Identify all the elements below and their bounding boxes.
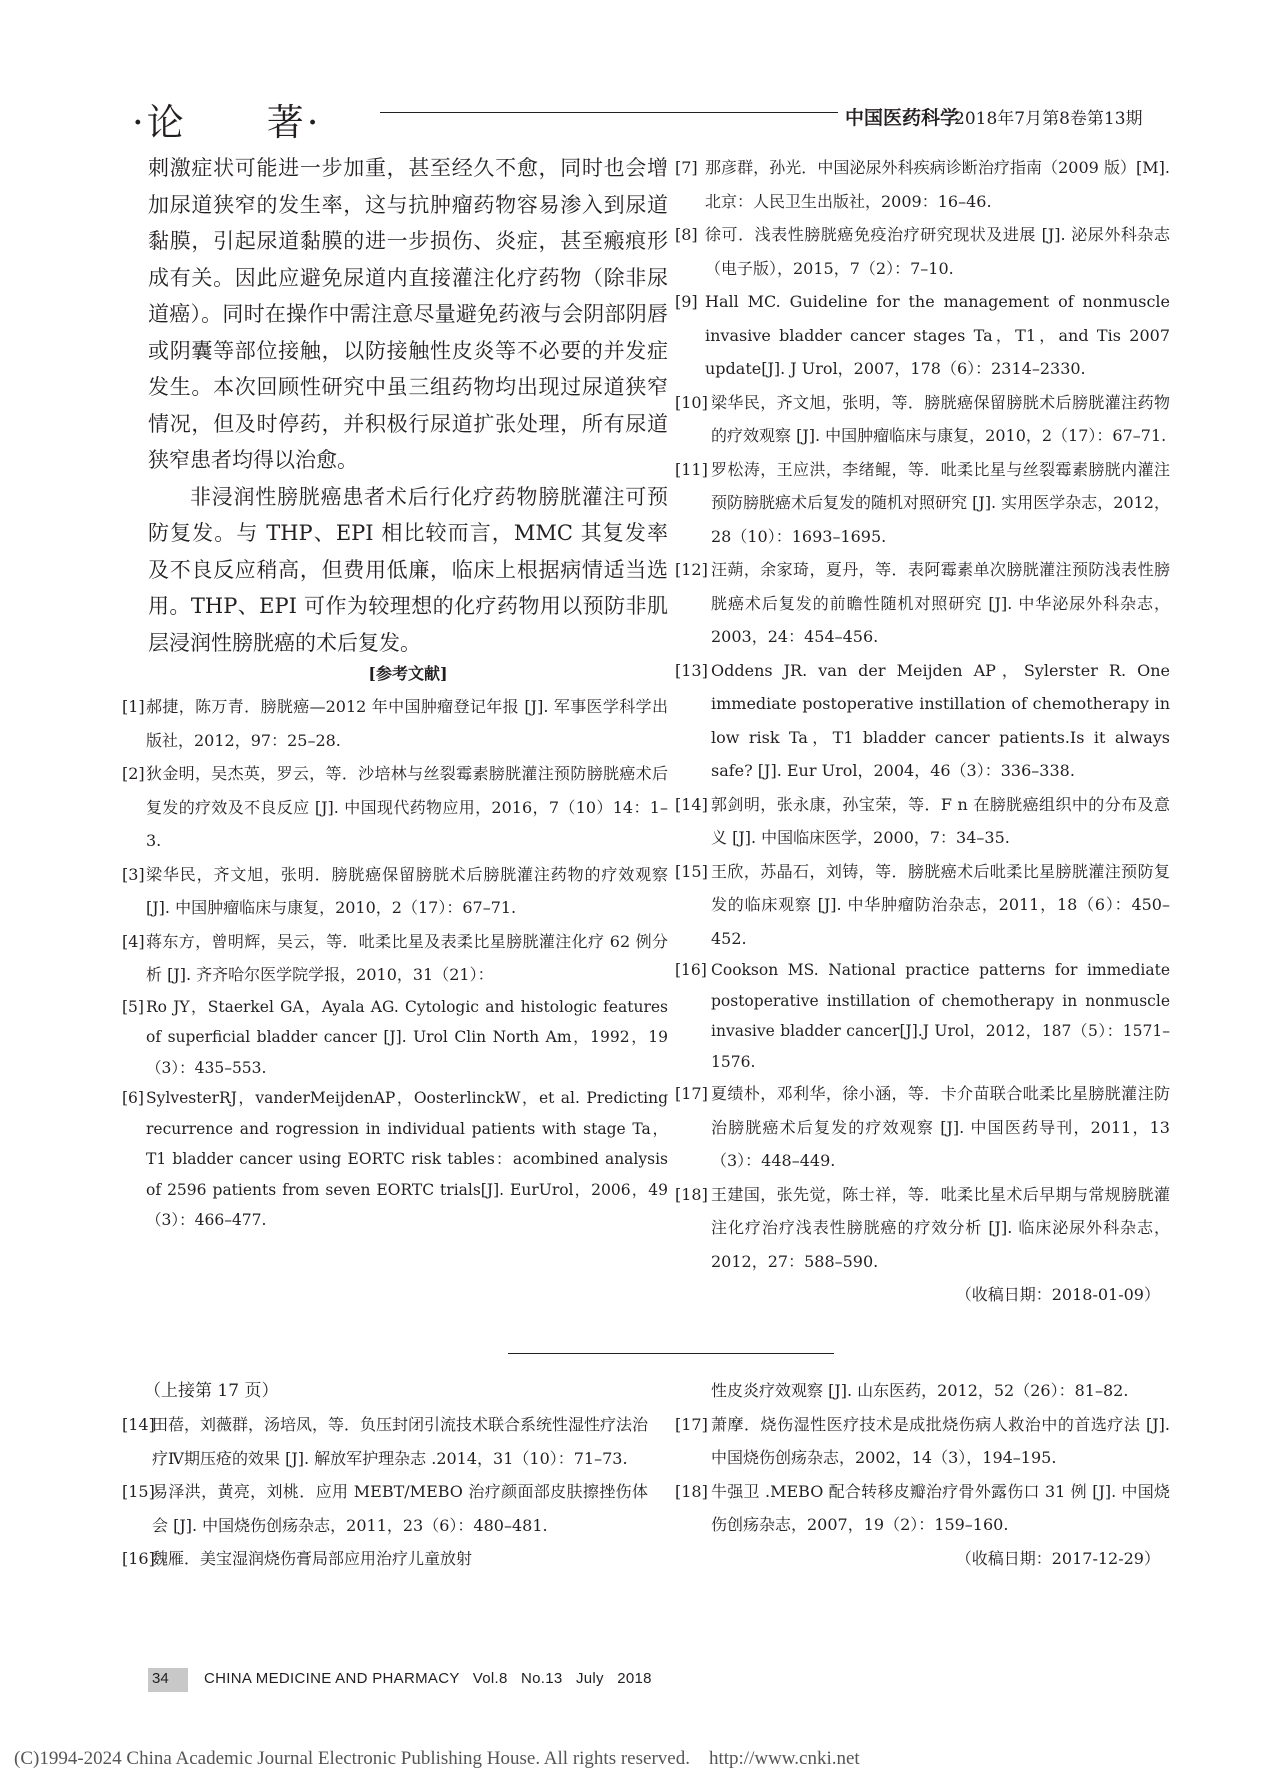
reference-number: [16] [122,1549,155,1568]
reference-item [122,1542,648,1576]
reference-text: Hall MC. Guideline for the management of nonmuscle invasive bladder cancer stages Ta，T1，and Tis 2007 update[J]. J Urol，2007，178（6）：2314–2330. [705,292,1170,378]
header-rule [380,112,838,113]
reference-number: [3] [122,864,145,884]
journal-name: 中国医药科学 [845,107,960,129]
reference-number: [17] [675,1084,708,1103]
reference-number: [6] [122,1089,144,1107]
reference-item [675,654,1170,788]
reference-text: Ro JY，Staerkel GA，Ayala AG. Cytologic and histologic features of superficial bladder cancer [J]. Urol Clin North Am，1992，19（3）：435–553. [146,997,668,1077]
right-column [675,151,1170,1311]
reference-text: 易泽洪，黄亮，刘桃．应用 MEBT/MEBO 治疗颜面部皮肤擦挫伤体会 [J]. 中国烧伤创疡杂志，2011，23（6）：480–481. [152,1482,648,1535]
reference-text: 梁华民，齐文旭，张明．膀胱癌保留膀胱术后膀胱灌注药物的疗效观察 [J]. 中国肿瘤临床与康复，2010，2（17）：67–71. [146,864,668,917]
section-title: ·论 著· [132,101,322,144]
reference-number: [14] [675,794,708,814]
reference-item [122,690,668,757]
reference-item [122,1475,648,1542]
reference-text: SylvesterRJ，vanderMeijdenAP，OosterlinckW，et al. Predicting recurrence and rogression in individual patients with stage Ta，T1 bladder cancer using EORTC risk tables：acombined analysis of 2596 patients from seven EORTC trials[J]. EurUrol，2006，49（3）：466–477. [146,1089,668,1229]
reference-item [122,1083,668,1236]
reference-number: [2] [122,764,145,783]
reference-item [675,453,1170,554]
reference-text: 牛强卫 .MEBO 配合转移皮瓣治疗骨外露伤口 31 例 [J]. 中国烧伤创疡杂志，2007，19（2）：159–160. [711,1481,1170,1534]
reference-number: [11] [675,459,708,479]
reference-number: [18] [675,1184,708,1204]
reference-item [675,218,1170,285]
received-date: （收稿日期：2017-12-29） [955,1548,1160,1568]
continued-right-column [675,1374,1170,1575]
reference-item [675,151,1170,218]
reference-number: [14] [122,1415,155,1434]
reference-text: 梁华民，齐文旭，张明，等．膀胱癌保留膀胱术后膀胱灌注药物的疗效观察 [J]. 中国肿瘤临床与康复，2010，2（17）：67–71. [711,392,1170,445]
reference-number: [9] [675,292,698,311]
received-date: （收稿日期：2018-01-09） [955,1285,1160,1304]
reference-number: [18] [675,1481,708,1501]
reference-text: 汪蒴，余家琦，夏丹，等．表阿霉素单次膀胱灌注预防浅表性膀胱癌术后复发的前瞻性随机对照研究 [J]. 中华泌尿外科杂志，2003，24：454–456. [711,560,1170,646]
reference-number: [8] [675,225,698,244]
reference-item-continuation [675,1374,1170,1408]
reference-number: [7] [675,158,698,177]
issue-info: 2018年7月第8卷第13期 [954,109,1143,129]
copyright-notice: (C)1994-2024 China Academic Journal Electronic Publishing House. All rights reserved. http://www.cnki.net [14,1748,860,1769]
reference-number: [13] [675,660,708,680]
reference-text: 蒋东方，曾明辉，吴云，等．吡柔比星及表柔比星膀胱灌注化疗 62 例分析 [J]. 齐齐哈尔医学院学报，2010，31（21）： [146,931,668,984]
reference-number: [1] [122,697,145,716]
reference-text: Cookson MS. National practice patterns for immediate postoperative instillation of chemotherapy in nonmuscle invasive bladder cancer[J].J Urol，2012，187（5）：1571–1576. [711,961,1170,1071]
reference-item [675,285,1170,386]
reference-number: [5] [122,997,144,1016]
reference-item [675,1475,1170,1542]
footer-journal-info: CHINA MEDICINE AND PHARMACY Vol.8 No.13 July 2018 [204,1670,652,1687]
left-column [122,150,668,1236]
reference-item [675,1077,1170,1178]
reference-text: 夏绩朴，邓利华，徐小涵，等．卡介苗联合吡柔比星膀胱灌注防治膀胱癌术后复发的疗效观察 [J]. 中国医药导刊，2011，13（3）：448–449. [711,1084,1170,1170]
reference-text: 魏雁．美宝湿润烧伤膏局部应用治疗儿童放射 [152,1549,473,1568]
reference-text: 田蓓，刘薇群，汤培凤，等．负压封闭引流技术联合系统性湿性疗法治疗Ⅳ期压疮的效果 [J]. 解放军护理杂志 .2014，31（10）：71–73. [152,1415,649,1468]
reference-item [675,386,1170,453]
section-divider [508,1353,834,1354]
reference-number: [16] [675,961,707,979]
reference-number: [10] [675,392,708,412]
reference-number: [17] [675,1414,708,1434]
reference-item [122,1408,648,1475]
reference-number: [15] [122,1482,155,1501]
reference-item [122,858,668,925]
reference-text: 那彦群，孙光．中国泌尿外科疾病诊断治疗指南（2009 版）[M]. 北京：人民卫生出版社，2009：16–46. [705,158,1170,211]
body-paragraph-2: 非浸润性膀胱癌患者术后行化疗药物膀胱灌注可预防复发。与 THP、EPI 相比较而言，MMC 其复发率及不良反应稍高，但费用低廉，临床上根据病情适当选用。THP、EPI 可作为较理想的化疗药物用以预防非肌层浸润性膀胱癌的术后复发。 [148,484,668,655]
reference-text: 徐可．浅表性膀胱癌免疫治疗研究现状及进展 [J]. 泌尿外科杂志（电子版），2015，7（2）：7–10. [705,225,1170,278]
reference-item [122,992,668,1084]
continued-left-column [122,1374,649,1576]
reference-item [675,955,1170,1077]
reference-item [675,553,1170,654]
reference-text: 王建国，张先觉，陈士祥，等．吡柔比星术后早期与常规膀胱灌注化疗治疗浅表性膀胱癌的疗效分析 [J]. 临床泌尿外科杂志，2012，27：588–590. [711,1184,1170,1271]
page-number: 34 [152,1670,169,1687]
continued-label: （上接第 17 页） [144,1381,279,1401]
reference-item [675,1178,1170,1279]
body-paragraph-1: 刺激症状可能进一步加重，甚至经久不愈，同时也会增加尿道狭窄的发生率，这与抗肿瘤药物容易渗入到尿道黏膜，引起尿道黏膜的进一步损伤、炎症，甚至瘢痕形成有关。因此应避免尿道内直接灌注化疗药物（除非尿道癌）。同时在操作中需注意尽量避免药液与会阴部阴唇或阴囊等部位接触，以防接触性皮炎等不必要的并发症发生。本次回顾性研究中虽三组药物均出现过尿道狭窄情况，但及时停药，并积极行尿道扩张处理，所有尿道狭窄患者均得以治愈。 [148,156,668,472]
reference-number: [12] [675,560,708,579]
reference-text: 郭剑明，张永康，孙宝荣，等．F n 在膀胱癌组织中的分布及意义 [J]. 中国临床医学，2000，7：34–35. [711,794,1170,847]
reference-item [675,788,1170,855]
reference-text: 郝捷，陈万青．膀胱癌—2012 年中国肿瘤登记年报 [J]. 军事医学科学出版社，2012，97：25–28. [146,697,668,750]
reference-item [675,855,1170,956]
reference-number: [4] [122,931,145,951]
reference-number: [15] [675,861,708,881]
references-heading: [参考文献] [368,664,448,683]
reference-item [122,925,668,992]
reference-text: Oddens JR. van der Meijden AP，Sylerster R. One immediate postoperative instillation of chemotherapy in low risk Ta，T1 bladder cancer patients.Is it always safe? [J]. Eur Urol，2004，46（3）：336–338. [711,660,1170,780]
reference-text: 王欣，苏晶石，刘铸，等．膀胱癌术后吡柔比星膀胱灌注预防复发的临床观察 [J]. 中华肿瘤防治杂志，2011，18（6）：450–452. [711,861,1170,948]
reference-text: 罗松涛，王应洪，李绪鲲，等．吡柔比星与丝裂霉素膀胱内灌注预防膀胱癌术后复发的随机对照研究 [J]. 实用医学杂志，2012，28（10）：1693–1695. [711,459,1170,546]
reference-text: 狄金明，吴杰英，罗云，等．沙培林与丝裂霉素膀胱灌注预防膀胱癌术后复发的疗效及不良反应 [J]. 中国现代药物应用，2016，7（10）14：1–3. [146,764,668,850]
reference-item [122,757,668,858]
reference-text: 萧摩．烧伤湿性医疗技术是成批烧伤病人救治中的首选疗法 [J]. 中国烧伤创疡杂志，2002，14（3），194–195. [711,1414,1170,1467]
reference-item [675,1408,1170,1475]
reference-text: 性皮炎疗效观察 [J]. 山东医药，2012，52（26）：81–82. [711,1381,1129,1400]
